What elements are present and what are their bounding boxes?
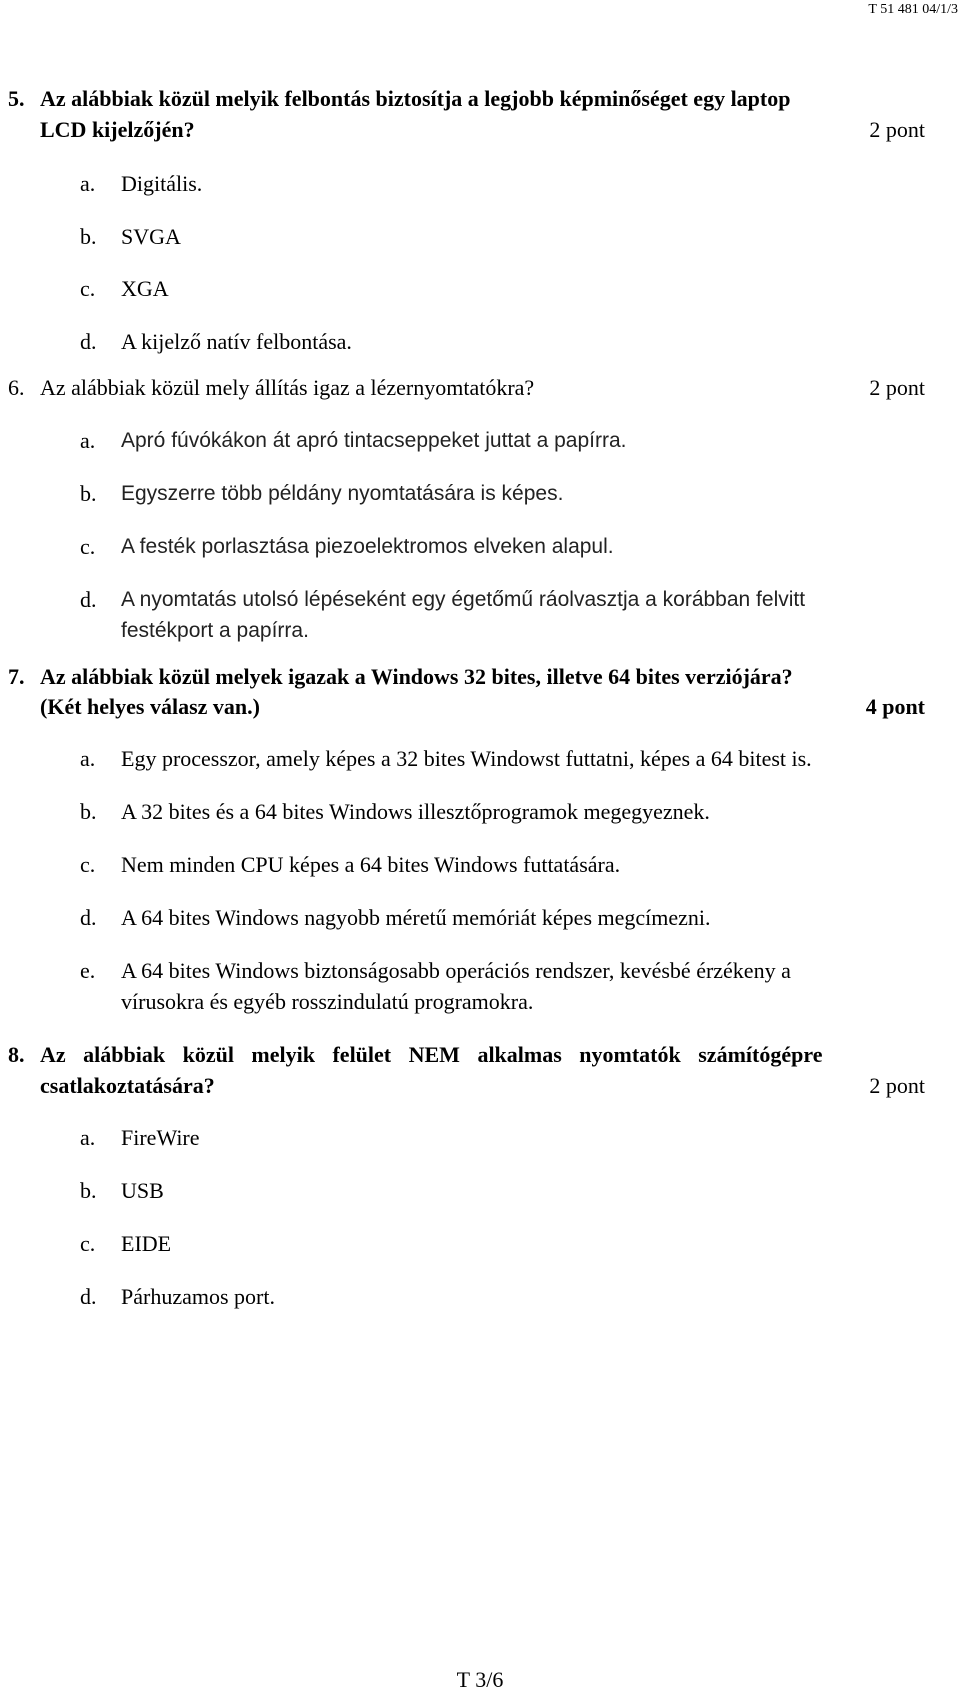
option-text: XGA bbox=[121, 276, 169, 301]
option-letter: d. bbox=[80, 1284, 97, 1309]
option-text: Párhuzamos port. bbox=[121, 1284, 275, 1309]
option-text: FireWire bbox=[121, 1125, 200, 1150]
question-number: 7. bbox=[8, 664, 25, 689]
option-text: A 64 bites Windows nagyobb méretű memóriát képes megcímezni. bbox=[121, 905, 711, 930]
option-text: EIDE bbox=[121, 1231, 172, 1256]
option-text: A festék porlasztása piezoelektromos elveken alapul. bbox=[121, 535, 614, 558]
question-text: Az alábbiak közül melyik felület NEM alkalmas nyomtatók számítógépre bbox=[40, 1042, 823, 1067]
option-letter: b. bbox=[80, 481, 97, 506]
option-letter: d. bbox=[80, 329, 97, 354]
option-text: Apró fúvókákon át apró tintacseppeket juttat a papírra. bbox=[121, 429, 627, 452]
option-text: USB bbox=[121, 1178, 164, 1203]
question-number: 8. bbox=[8, 1042, 25, 1067]
question-number: 5. bbox=[8, 86, 25, 111]
option-letter: e. bbox=[80, 958, 96, 983]
option-text: A kijelző natív felbontása. bbox=[121, 329, 352, 354]
option-letter: c. bbox=[80, 852, 96, 877]
option-text-continued: vírusokra és egyéb rosszindulatú programokra. bbox=[121, 989, 534, 1014]
points: 4 pont bbox=[865, 694, 925, 719]
option-text: Egyszerre több példány nyomtatására is képes. bbox=[121, 482, 564, 505]
option-letter: a. bbox=[80, 746, 96, 771]
question-text: (Két helyes válasz van.) bbox=[40, 694, 260, 719]
option-letter: d. bbox=[80, 905, 97, 930]
option-letter: c. bbox=[80, 276, 96, 301]
option-letter: d. bbox=[80, 587, 97, 612]
option-text: Nem minden CPU képes a 64 bites Windows futtatására. bbox=[121, 852, 621, 877]
option-letter: a. bbox=[80, 428, 96, 453]
page-number: T 3/6 bbox=[456, 1667, 504, 1692]
option-text: A 64 bites Windows biztonságosabb operációs rendszer, kevésbé érzékeny a bbox=[121, 958, 791, 983]
points: 2 pont bbox=[869, 1073, 925, 1098]
option-text-continued: festékport a papírra. bbox=[121, 619, 309, 642]
option-text: A 32 bites és a 64 bites Windows illesztőprogramok megegyeznek. bbox=[121, 799, 710, 824]
option-letter: c. bbox=[80, 534, 96, 559]
option-letter: b. bbox=[80, 1178, 97, 1203]
points: 2 pont bbox=[869, 117, 925, 142]
option-letter: b. bbox=[80, 224, 97, 249]
question-text: Az alábbiak közül mely állítás igaz a lézernyomtatókra? bbox=[40, 375, 535, 400]
document-code: T 51 481 04/1/3 bbox=[868, 2, 958, 17]
question-text: csatlakoztatására? bbox=[40, 1073, 215, 1098]
question-text: Az alábbiak közül melyik felbontás biztosítja a legjobb képminőséget egy laptop bbox=[40, 86, 791, 111]
option-text: Digitális. bbox=[121, 171, 203, 196]
option-letter: a. bbox=[80, 171, 96, 196]
question-text: Az alábbiak közül melyek igazak a Windows 32 bites, illetve 64 bites verziójára? bbox=[40, 664, 793, 689]
option-text: A nyomtatás utolsó lépéseként egy égetőmű ráolvasztja a korábban felvitt bbox=[121, 588, 806, 611]
question-number: 6. bbox=[8, 375, 25, 400]
option-letter: a. bbox=[80, 1125, 96, 1150]
points: 2 pont bbox=[869, 375, 925, 400]
option-text: Egy processzor, amely képes a 32 bites Windowst futtatni, képes a 64 bitest is. bbox=[121, 746, 812, 771]
option-letter: b. bbox=[80, 799, 97, 824]
option-text: SVGA bbox=[121, 224, 181, 249]
option-letter: c. bbox=[80, 1231, 96, 1256]
question-text: LCD kijelzőjén? bbox=[40, 117, 195, 142]
